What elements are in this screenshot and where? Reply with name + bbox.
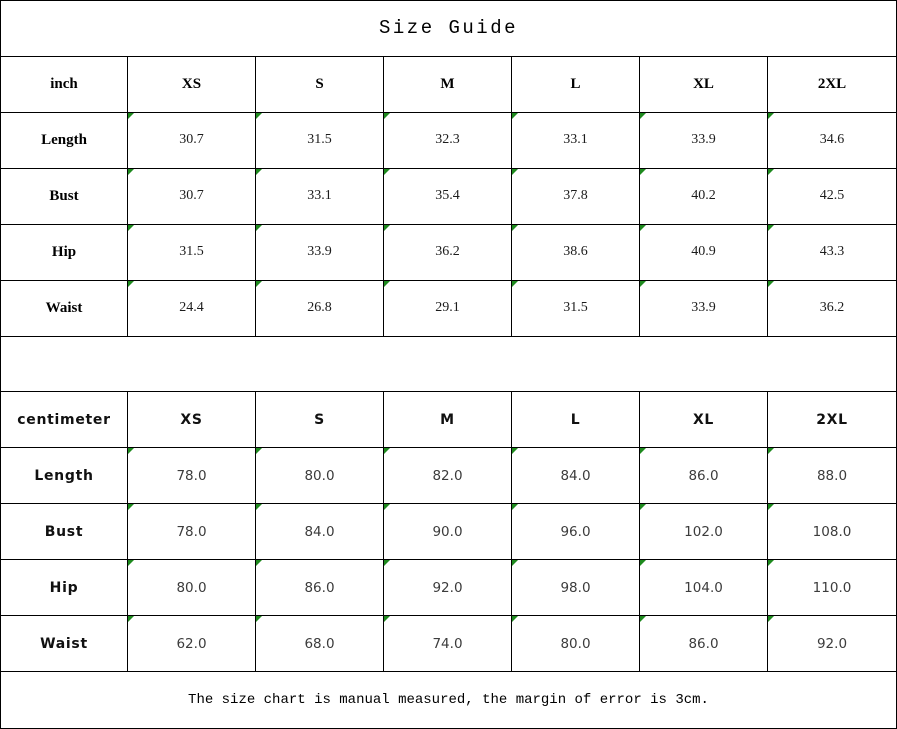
cm-cell-bust-xl — [640, 504, 768, 560]
inch-cell-waist-2xl-text: 36.2 — [819, 300, 845, 316]
cm-cell-waist-m — [384, 616, 512, 672]
cm-cell-hip-xl — [640, 560, 768, 616]
cm-cell-bust-xs — [128, 504, 256, 560]
flag-triangle-icon — [512, 616, 519, 623]
inch-cell-bust-2xl — [768, 169, 896, 225]
inch-row-label-length-text: Length — [41, 131, 87, 148]
cm-size-header-l-text: L — [570, 411, 581, 428]
cm-size-header-l — [512, 392, 640, 448]
flag-triangle-icon — [128, 225, 135, 232]
inch-size-header-s-text: S — [315, 75, 324, 92]
cm-unit-header — [1, 392, 128, 448]
flag-triangle-icon — [512, 225, 519, 232]
inch-unit-header-text: inch — [50, 75, 78, 92]
inch-cell-waist-l-text: 31.5 — [563, 300, 588, 316]
flag-triangle-icon — [640, 281, 647, 288]
flag-triangle-icon — [128, 504, 135, 511]
inch-unit-header — [1, 57, 128, 113]
cm-cell-length-xs-text: 78.0 — [176, 467, 207, 484]
flag-triangle-icon — [768, 113, 775, 120]
flag-triangle-icon — [768, 616, 775, 623]
inch-cell-hip-l-text: 38.6 — [563, 244, 588, 260]
cm-row-label-waist — [1, 616, 128, 672]
cm-row-label-waist-text: Waist — [40, 635, 88, 652]
inch-row-label-bust-text: Bust — [49, 187, 79, 204]
inch-cell-length-s-text: 31.5 — [307, 132, 332, 148]
cm-cell-waist-2xl — [768, 616, 896, 672]
cm-cell-length-2xl — [768, 448, 896, 504]
flag-triangle-icon — [512, 169, 519, 176]
inch-size-header-l — [512, 57, 640, 113]
flag-triangle-icon — [384, 225, 391, 232]
flag-triangle-icon — [768, 169, 775, 176]
inch-cell-waist-m-text: 29.1 — [435, 300, 460, 316]
inch-cell-length-xl-text: 33.9 — [691, 132, 716, 148]
flag-triangle-icon — [512, 560, 519, 567]
flag-triangle-icon — [256, 281, 263, 288]
inch-size-header-l-text: L — [570, 75, 581, 92]
flag-triangle-icon — [256, 560, 263, 567]
inch-cell-hip-xs-text: 31.5 — [179, 244, 204, 260]
cm-cell-length-l-text: 84.0 — [560, 467, 591, 484]
cm-row-label-hip-text: Hip — [49, 579, 79, 596]
inch-cell-bust-m-text: 35.4 — [435, 188, 460, 204]
inch-cell-hip-s — [256, 225, 384, 281]
flag-triangle-icon — [128, 560, 135, 567]
flag-triangle-icon — [384, 448, 391, 455]
flag-triangle-icon — [640, 113, 647, 120]
inch-cell-hip-l — [512, 225, 640, 281]
inch-cell-waist-l — [512, 281, 640, 337]
inch-cell-length-l-text: 33.1 — [563, 132, 588, 148]
inch-size-header-m-text: M — [440, 75, 455, 92]
flag-triangle-icon — [640, 169, 647, 176]
inch-cell-bust-l-text: 37.8 — [563, 188, 588, 204]
cm-size-header-2xl — [768, 392, 896, 448]
cm-cell-waist-xl-text: 86.0 — [688, 635, 719, 652]
inch-cell-bust-xl-text: 40.2 — [691, 188, 716, 204]
inch-cell-length-2xl-text: 34.6 — [819, 132, 845, 148]
inch-row-label-hip — [1, 225, 128, 281]
cm-cell-length-xl-text: 86.0 — [688, 467, 719, 484]
inch-cell-hip-xl — [640, 225, 768, 281]
flag-triangle-icon — [384, 560, 391, 567]
flag-triangle-icon — [640, 448, 647, 455]
flag-triangle-icon — [384, 616, 391, 623]
inch-cell-length-xs — [128, 113, 256, 169]
inch-size-header-m — [384, 57, 512, 113]
cm-size-header-xs-text: XS — [180, 411, 203, 428]
cm-size-header-2xl-text: 2XL — [816, 411, 848, 428]
inch-cell-hip-m — [384, 225, 512, 281]
flag-triangle-icon — [384, 113, 391, 120]
cm-cell-length-s-text: 80.0 — [304, 467, 335, 484]
flag-triangle-icon — [256, 225, 263, 232]
flag-triangle-icon — [384, 169, 391, 176]
cm-cell-hip-2xl — [768, 560, 896, 616]
inch-cell-bust-s — [256, 169, 384, 225]
cm-cell-waist-m-text: 74.0 — [432, 635, 463, 652]
cm-cell-length-s — [256, 448, 384, 504]
inch-cell-hip-xs — [128, 225, 256, 281]
cm-cell-hip-2xl-text: 110.0 — [812, 579, 852, 596]
inch-cell-length-s — [256, 113, 384, 169]
flag-triangle-icon — [512, 281, 519, 288]
inch-size-header-xl — [640, 57, 768, 113]
inch-cell-hip-s-text: 33.9 — [307, 244, 332, 260]
cm-cell-length-m — [384, 448, 512, 504]
cm-row-label-bust-text: Bust — [44, 523, 84, 540]
flag-triangle-icon — [384, 281, 391, 288]
cm-size-header-m-text: M — [440, 411, 455, 428]
cm-row-label-length-text: Length — [34, 467, 94, 484]
inch-cell-waist-xl-text: 33.9 — [691, 300, 716, 316]
inch-cell-waist-xs-text: 24.4 — [179, 300, 204, 316]
flag-triangle-icon — [512, 113, 519, 120]
inch-cell-length-xl — [640, 113, 768, 169]
flag-triangle-icon — [768, 281, 775, 288]
cm-size-header-s — [256, 392, 384, 448]
cm-cell-length-l — [512, 448, 640, 504]
inch-cell-length-xs-text: 30.7 — [179, 132, 204, 148]
cm-cell-waist-xs-text: 62.0 — [176, 635, 207, 652]
inch-cell-hip-2xl — [768, 225, 896, 281]
inch-cell-waist-m — [384, 281, 512, 337]
cm-cell-hip-xl-text: 104.0 — [684, 579, 723, 596]
inch-cell-waist-xs — [128, 281, 256, 337]
cm-cell-bust-m — [384, 504, 512, 560]
inch-size-header-xs-text: XS — [181, 75, 202, 92]
cm-cell-bust-xl-text: 102.0 — [684, 523, 723, 540]
cm-size-header-s-text: S — [314, 411, 325, 428]
flag-triangle-icon — [128, 281, 135, 288]
cm-cell-length-m-text: 82.0 — [432, 467, 463, 484]
cm-cell-hip-xs — [128, 560, 256, 616]
cm-cell-bust-m-text: 90.0 — [432, 523, 463, 540]
cm-unit-header-text: centimeter — [17, 411, 111, 428]
flag-triangle-icon — [512, 448, 519, 455]
flag-triangle-icon — [128, 616, 135, 623]
cm-size-header-xl — [640, 392, 768, 448]
cm-cell-waist-xs — [128, 616, 256, 672]
flag-triangle-icon — [640, 560, 647, 567]
inch-cell-bust-l — [512, 169, 640, 225]
cm-row-label-length — [1, 448, 128, 504]
inch-cell-bust-2xl-text: 42.5 — [819, 188, 845, 204]
flag-triangle-icon — [640, 225, 647, 232]
inch-size-header-s — [256, 57, 384, 113]
cm-cell-hip-xs-text: 80.0 — [176, 579, 207, 596]
cm-cell-length-2xl-text: 88.0 — [816, 467, 848, 484]
cm-cell-hip-m — [384, 560, 512, 616]
inch-cell-length-m-text: 32.3 — [435, 132, 460, 148]
inch-cell-hip-xl-text: 40.9 — [691, 244, 716, 260]
inch-row-label-length — [1, 113, 128, 169]
inch-cell-bust-xl — [640, 169, 768, 225]
inch-size-header-xs — [128, 57, 256, 113]
cm-cell-waist-s-text: 68.0 — [304, 635, 335, 652]
cm-size-header-xl-text: XL — [692, 411, 715, 428]
inch-cell-bust-s-text: 33.1 — [307, 188, 332, 204]
cm-cell-hip-l-text: 98.0 — [560, 579, 591, 596]
spacer-row — [1, 337, 896, 393]
inch-size-header-xl-text: XL — [693, 75, 714, 92]
inch-row-label-waist — [1, 281, 128, 337]
inch-row-label-hip-text: Hip — [51, 243, 77, 260]
inch-cell-hip-2xl-text: 43.3 — [819, 244, 845, 260]
cm-cell-waist-l-text: 80.0 — [560, 635, 591, 652]
inch-cell-waist-s — [256, 281, 384, 337]
inch-row-label-waist-text: Waist — [45, 299, 83, 316]
inch-cell-length-l — [512, 113, 640, 169]
flag-triangle-icon — [512, 504, 519, 511]
inch-cell-hip-m-text: 36.2 — [435, 244, 460, 260]
cm-row-label-hip — [1, 560, 128, 616]
page-title: Size Guide — [1, 1, 896, 57]
cm-size-header-xs — [128, 392, 256, 448]
flag-triangle-icon — [128, 113, 135, 120]
flag-triangle-icon — [256, 616, 263, 623]
inch-cell-bust-xs — [128, 169, 256, 225]
cm-cell-bust-l — [512, 504, 640, 560]
flag-triangle-icon — [384, 504, 391, 511]
cm-cell-bust-xs-text: 78.0 — [176, 523, 207, 540]
flag-triangle-icon — [256, 169, 263, 176]
flag-triangle-icon — [128, 448, 135, 455]
inch-cell-waist-s-text: 26.8 — [307, 300, 332, 316]
inch-cell-bust-xs-text: 30.7 — [179, 188, 204, 204]
cm-cell-hip-l — [512, 560, 640, 616]
inch-cell-length-m — [384, 113, 512, 169]
flag-triangle-icon — [256, 448, 263, 455]
inch-size-header-2xl — [768, 57, 896, 113]
flag-triangle-icon — [768, 225, 775, 232]
cm-cell-length-xs — [128, 448, 256, 504]
cm-cell-bust-l-text: 96.0 — [560, 523, 591, 540]
cm-cell-bust-2xl — [768, 504, 896, 560]
cm-cell-bust-s-text: 84.0 — [304, 523, 335, 540]
cm-row-label-bust — [1, 504, 128, 560]
cm-cell-waist-l — [512, 616, 640, 672]
flag-triangle-icon — [128, 169, 135, 176]
flag-triangle-icon — [256, 504, 263, 511]
cm-cell-waist-s — [256, 616, 384, 672]
flag-triangle-icon — [768, 448, 775, 455]
flag-triangle-icon — [640, 616, 647, 623]
flag-triangle-icon — [768, 504, 775, 511]
inch-cell-length-2xl — [768, 113, 896, 169]
flag-triangle-icon — [640, 504, 647, 511]
inch-cell-waist-2xl — [768, 281, 896, 337]
cm-cell-hip-s — [256, 560, 384, 616]
cm-cell-bust-2xl-text: 108.0 — [812, 523, 852, 540]
cm-cell-hip-s-text: 86.0 — [304, 579, 335, 596]
inch-size-header-2xl-text: 2XL — [817, 75, 847, 92]
flag-triangle-icon — [256, 113, 263, 120]
cm-cell-length-xl — [640, 448, 768, 504]
cm-cell-hip-m-text: 92.0 — [432, 579, 463, 596]
footer-note: The size chart is manual measured, the margin of error is 3cm. — [188, 692, 709, 709]
cm-cell-waist-2xl-text: 92.0 — [816, 635, 848, 652]
cm-size-header-m — [384, 392, 512, 448]
cm-cell-bust-s — [256, 504, 384, 560]
inch-cell-bust-m — [384, 169, 512, 225]
flag-triangle-icon — [768, 560, 775, 567]
inch-row-label-bust — [1, 169, 128, 225]
inch-cell-waist-xl — [640, 281, 768, 337]
cm-cell-waist-xl — [640, 616, 768, 672]
